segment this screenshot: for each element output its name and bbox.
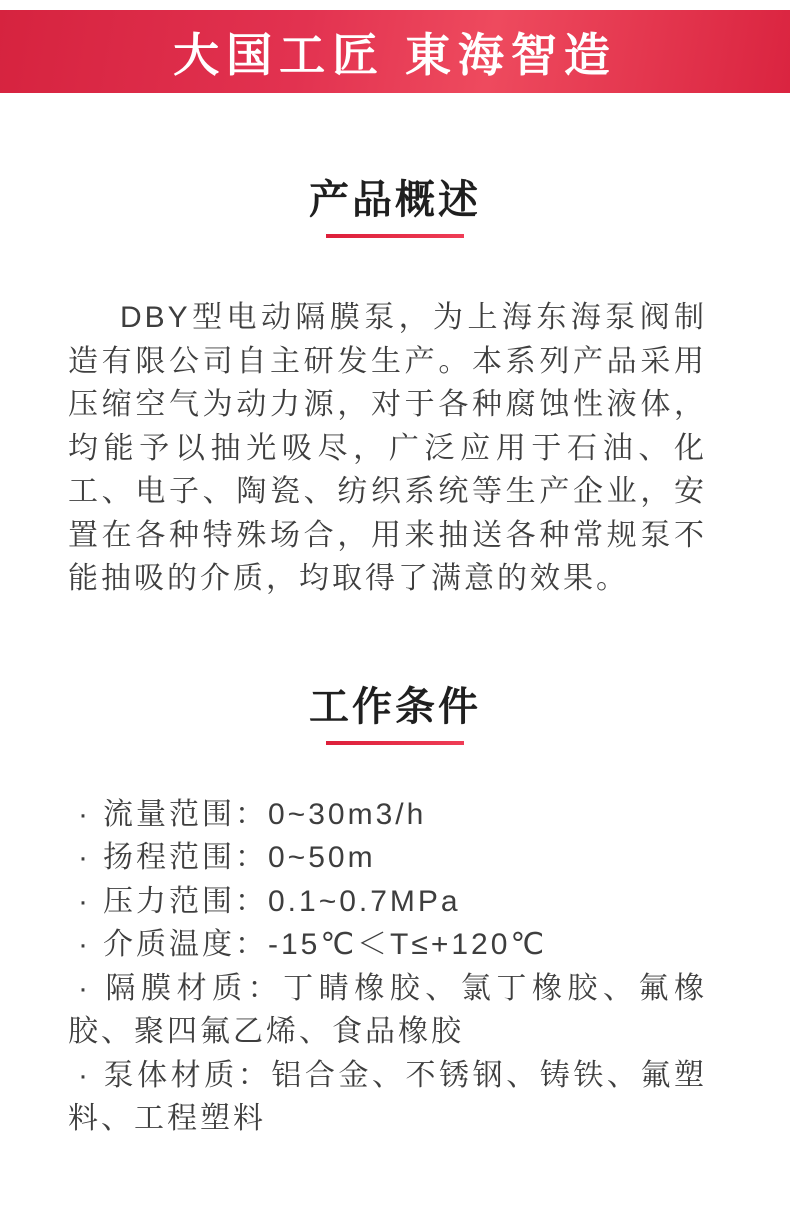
condition-item-text: 压力范围：0.1~0.7MPa xyxy=(103,884,461,918)
top-white-gap xyxy=(0,0,790,10)
condition-item-pressure-range xyxy=(68,880,707,924)
brand-banner xyxy=(0,10,790,93)
bullet-dot-icon: · xyxy=(78,884,91,918)
condition-item-medium-temperature xyxy=(68,923,707,967)
conditions-section-title: 工作条件 xyxy=(309,684,481,729)
overview-section-header xyxy=(0,178,790,238)
bullet-dot-icon: · xyxy=(78,1058,91,1092)
overview-section-title: 产品概述 xyxy=(309,178,481,222)
condition-item-text: 流量范围：0~30m3/h xyxy=(103,797,427,831)
condition-item-pump-body-material xyxy=(68,1054,707,1141)
condition-item-text: 扬程范围：0~50m xyxy=(103,841,376,874)
condition-item-text: 介质温度：-15℃＜T≤+120℃ xyxy=(103,928,548,961)
condition-item-head-range xyxy=(68,836,707,880)
condition-item-text: 泵体材质：铝合金、不锈钢、铸铁、氟塑料、工程塑料 xyxy=(68,1058,707,1135)
condition-item-flow-range xyxy=(68,793,707,837)
overview-title-underline xyxy=(326,234,464,238)
bullet-dot-icon: · xyxy=(78,841,91,874)
bullet-dot-icon: · xyxy=(78,797,91,831)
bullet-dot-icon: · xyxy=(78,928,91,961)
conditions-title-underline xyxy=(326,741,464,745)
brand-banner-title: 大国工匠 東海智造 xyxy=(173,28,617,81)
conditions-section-header xyxy=(0,685,790,745)
bullet-dot-icon: · xyxy=(78,971,91,1005)
overview-paragraph: DBY型电动隔膜泵，为上海东海泵阀制造有限公司自主研发生产。本系列产品采用压缩空气为动力源，对于各种腐蚀性液体，均能予以抽光吸尽，广泛应用于石油、化工、电子、陶瓷、纺织系统等生产企业，安置在各种特殊场合，用来抽送各种常规泵不能抽吸的介质，均取得了满意的效果。 xyxy=(68,301,707,595)
condition-item-diaphragm-material xyxy=(68,967,707,1054)
condition-item-text: 隔膜材质：丁睛橡胶、氯丁橡胶、氟橡胶、聚四氟乙烯、食品橡胶 xyxy=(68,971,707,1048)
conditions-list xyxy=(68,793,707,1141)
